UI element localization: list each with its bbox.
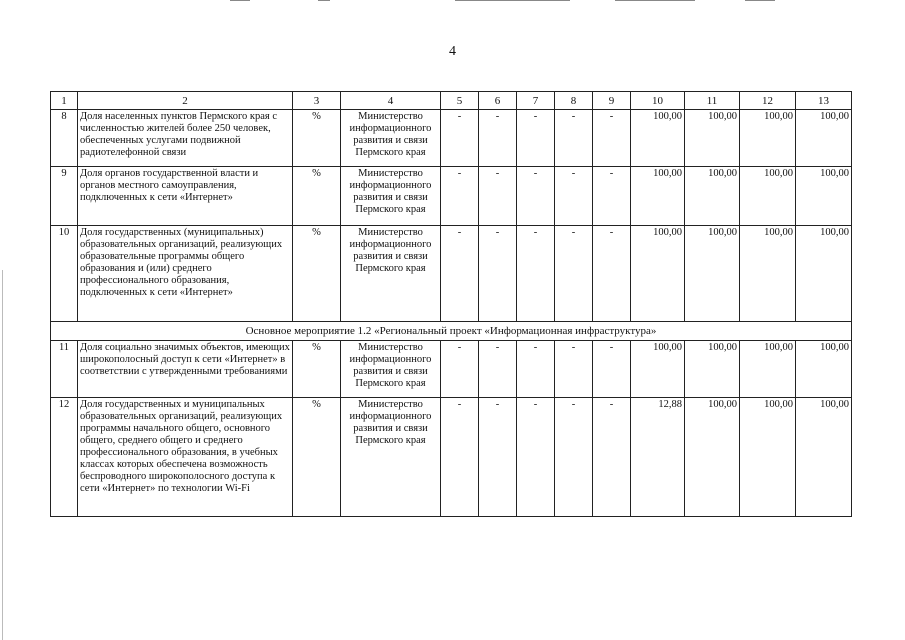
responsible-executor: Министерство информационного развития и связи Пермского края bbox=[341, 341, 441, 398]
value-col-8: - bbox=[555, 226, 593, 322]
header-cell: 6 bbox=[479, 92, 517, 110]
header-cell: 8 bbox=[555, 92, 593, 110]
header-cell: 10 bbox=[631, 92, 685, 110]
value-col-9: - bbox=[593, 398, 631, 517]
value-col-11: 100,00 bbox=[685, 110, 740, 167]
value-col-6: - bbox=[479, 341, 517, 398]
row-number: 10 bbox=[51, 226, 78, 322]
value-col-11: 100,00 bbox=[685, 398, 740, 517]
row-number: 12 bbox=[51, 398, 78, 517]
value-col-5: - bbox=[441, 167, 479, 226]
responsible-executor: Министерство информационного развития и связи Пермского края bbox=[341, 398, 441, 517]
value-col-8: - bbox=[555, 110, 593, 167]
value-col-8: - bbox=[555, 341, 593, 398]
scan-mark bbox=[615, 0, 695, 1]
value-col-13: 100,00 bbox=[796, 110, 852, 167]
value-col-13: 100,00 bbox=[796, 226, 852, 322]
row-number: 9 bbox=[51, 167, 78, 226]
value-col-12: 100,00 bbox=[740, 167, 796, 226]
scan-mark bbox=[318, 0, 330, 1]
row-number: 11 bbox=[51, 341, 78, 398]
value-col-13: 100,00 bbox=[796, 398, 852, 517]
table-row bbox=[51, 341, 852, 398]
value-col-9: - bbox=[593, 341, 631, 398]
table-row bbox=[51, 226, 852, 322]
header-cell: 13 bbox=[796, 92, 852, 110]
value-col-12: 100,00 bbox=[740, 398, 796, 517]
value-col-12: 100,00 bbox=[740, 226, 796, 322]
value-col-9: - bbox=[593, 167, 631, 226]
value-col-7: - bbox=[517, 167, 555, 226]
unit-of-measure: % bbox=[293, 167, 341, 226]
value-col-6: - bbox=[479, 167, 517, 226]
value-col-10: 100,00 bbox=[631, 110, 685, 167]
table-row bbox=[51, 110, 852, 167]
indicator-name: Доля социально значимых объектов, имеющих широкополосный доступ к сети «Интернет» в соответствии с утвержденными требованиями bbox=[78, 341, 293, 398]
value-col-7: - bbox=[517, 110, 555, 167]
header-cell: 12 bbox=[740, 92, 796, 110]
value-col-10: 100,00 bbox=[631, 167, 685, 226]
responsible-executor: Министерство информационного развития и связи Пермского края bbox=[341, 167, 441, 226]
value-col-7: - bbox=[517, 398, 555, 517]
table-row bbox=[51, 398, 852, 517]
value-col-11: 100,00 bbox=[685, 167, 740, 226]
value-col-12: 100,00 bbox=[740, 110, 796, 167]
value-col-10: 100,00 bbox=[631, 341, 685, 398]
value-col-13: 100,00 bbox=[796, 341, 852, 398]
value-col-7: - bbox=[517, 226, 555, 322]
value-col-6: - bbox=[479, 226, 517, 322]
value-col-8: - bbox=[555, 167, 593, 226]
header-cell: 9 bbox=[593, 92, 631, 110]
indicator-name: Доля органов государственной власти и органов местного самоуправления, подключенных к сети «Интернет» bbox=[78, 167, 293, 226]
row-number: 8 bbox=[51, 110, 78, 167]
header-row bbox=[51, 92, 852, 110]
section-title: Основное мероприятие 1.2 «Региональный проект «Информационная инфраструктура» bbox=[51, 322, 852, 341]
unit-of-measure: % bbox=[293, 110, 341, 167]
page-number: 4 bbox=[449, 44, 456, 59]
value-col-10: 12,88 bbox=[631, 398, 685, 517]
indicators-table bbox=[50, 91, 852, 517]
header-cell: 1 bbox=[51, 92, 78, 110]
indicator-name: Доля населенных пунктов Пермского края с численностью жителей более 250 человек, обеспеченных услугами подвижной радиотелефонной связи bbox=[78, 110, 293, 167]
table-row bbox=[51, 167, 852, 226]
scan-mark bbox=[745, 0, 775, 1]
value-col-12: 100,00 bbox=[740, 341, 796, 398]
value-col-10: 100,00 bbox=[631, 226, 685, 322]
indicator-name: Доля государственных (муниципальных) образовательных организаций, реализующих образовательные программы общего образования и (или) среднего профессионального образования, подключенных к сети «Интернет» bbox=[78, 226, 293, 322]
value-col-5: - bbox=[441, 110, 479, 167]
value-col-11: 100,00 bbox=[685, 341, 740, 398]
responsible-executor: Министерство информационного развития и связи Пермского края bbox=[341, 110, 441, 167]
responsible-executor: Министерство информационного развития и связи Пермского края bbox=[341, 226, 441, 322]
value-col-9: - bbox=[593, 226, 631, 322]
header-cell: 4 bbox=[341, 92, 441, 110]
value-col-9: - bbox=[593, 110, 631, 167]
header-cell: 2 bbox=[78, 92, 293, 110]
value-col-8: - bbox=[555, 398, 593, 517]
value-col-6: - bbox=[479, 398, 517, 517]
header-cell: 5 bbox=[441, 92, 479, 110]
value-col-5: - bbox=[441, 398, 479, 517]
scan-mark bbox=[455, 0, 570, 1]
value-col-13: 100,00 bbox=[796, 167, 852, 226]
value-col-11: 100,00 bbox=[685, 226, 740, 322]
unit-of-measure: % bbox=[293, 398, 341, 517]
value-col-5: - bbox=[441, 226, 479, 322]
value-col-7: - bbox=[517, 341, 555, 398]
header-cell: 3 bbox=[293, 92, 341, 110]
scan-mark bbox=[230, 0, 250, 1]
unit-of-measure: % bbox=[293, 341, 341, 398]
header-cell: 7 bbox=[517, 92, 555, 110]
value-col-6: - bbox=[479, 110, 517, 167]
unit-of-measure: % bbox=[293, 226, 341, 322]
section-row bbox=[51, 322, 852, 341]
indicator-name: Доля государственных и муниципальных образовательных организаций, реализующих программы начального общего, основного общего, среднего общего и среднего профессионального образования, в учебных классах которых обеспечена возможность беспроводного широкополосного доступа к сети «Интернет» по технологии Wi-Fi bbox=[78, 398, 293, 517]
value-col-5: - bbox=[441, 341, 479, 398]
scan-edge bbox=[2, 270, 3, 640]
header-cell: 11 bbox=[685, 92, 740, 110]
